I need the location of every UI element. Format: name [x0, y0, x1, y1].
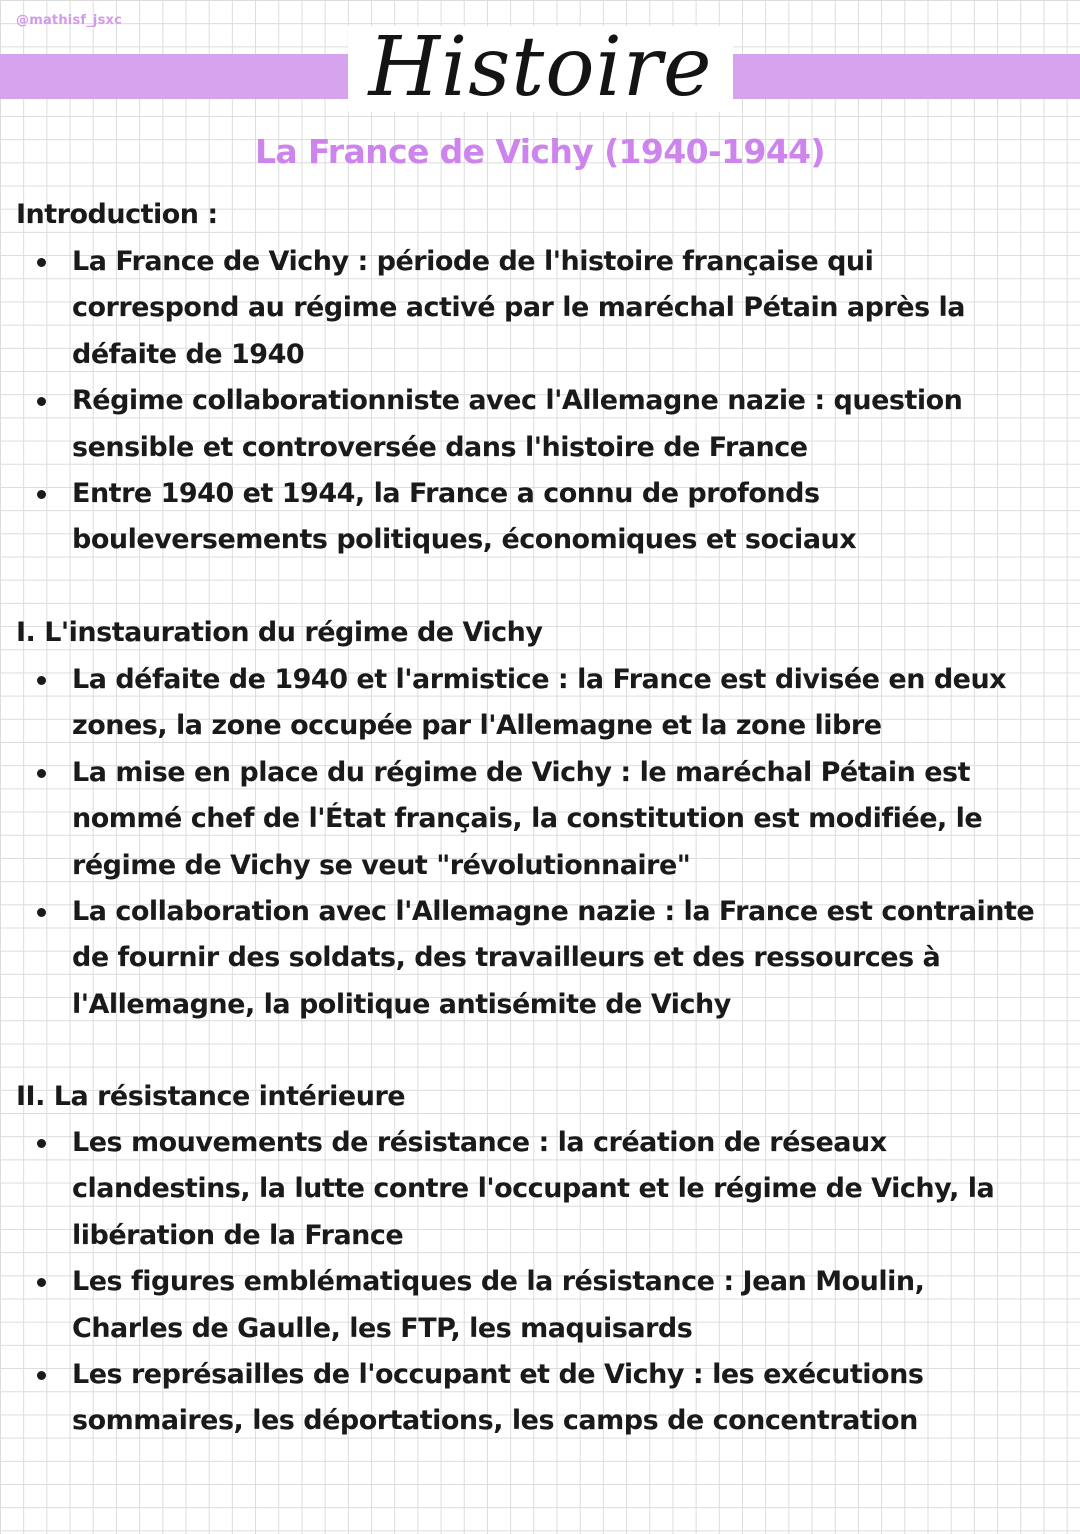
- bullet-icon: [37, 1371, 46, 1380]
- list-item: [0, 889, 1080, 1028]
- list-item-text: La France de Vichy : période de l'histoire française qui correspond au régime activé par le maréchal Pétain après la défaite de 1940: [72, 246, 966, 370]
- bullet-icon: [37, 397, 46, 406]
- list-item: [0, 1352, 1080, 1445]
- list-item-text: Les représailles de l'occupant et de Vichy : les exécutions sommaires, les déportations, les camps de concentration: [72, 1359, 924, 1437]
- list-item-text: La défaite de 1940 et l'armistice : la France est divisée en deux zones, la zone occupée par l'Allemagne et la zone libre: [72, 664, 1007, 742]
- list-item-text: Régime collaborationniste avec l'Allemagne nazie : question sensible et controversée dans l'histoire de France: [72, 385, 963, 463]
- bullet-icon: [37, 676, 46, 685]
- intro-heading: Introduction :: [16, 199, 218, 230]
- list-item-text: Les figures emblématiques de la résistance : Jean Moulin, Charles de Gaulle, les FTP, les maquisards: [72, 1266, 925, 1344]
- list-item: [0, 471, 1080, 564]
- title-band-left: [0, 54, 348, 99]
- list-item: [0, 378, 1080, 471]
- list-item: [0, 657, 1080, 750]
- list-item-text: La collaboration avec l'Allemagne nazie : la France est contrainte de fournir des soldats, des travailleurs et des ressources à l'Allemagne, la politique antisémite de Vichy: [72, 896, 1035, 1020]
- author-watermark: @mathisf_jsxc: [16, 13, 123, 28]
- list-item: [0, 1259, 1080, 1352]
- bullet-icon: [37, 1278, 46, 1287]
- list-item: [0, 1120, 1080, 1259]
- page-subtitle: La France de Vichy (1940-1944): [254, 132, 826, 171]
- bullet-icon: [37, 258, 46, 267]
- intro-list: [0, 239, 1080, 564]
- list-item: [0, 750, 1080, 889]
- section1-heading: I. L'instauration du régime de Vichy: [16, 617, 543, 648]
- title-band-right: [733, 54, 1080, 99]
- bullet-icon: [37, 908, 46, 917]
- list-item: [0, 239, 1080, 378]
- bullet-icon: [37, 1139, 46, 1148]
- bullet-icon: [37, 769, 46, 778]
- bullet-icon: [37, 490, 46, 499]
- section2-heading: II. La résistance intérieure: [16, 1081, 406, 1112]
- section1-list: [0, 657, 1080, 1028]
- list-item-text: Entre 1940 et 1944, la France a connu de profonds bouleversements politiques, économiques et sociaux: [72, 478, 857, 556]
- page-title: Histoire: [368, 20, 713, 115]
- list-item-text: Les mouvements de résistance : la création de réseaux clandestins, la lutte contre l'occupant et le régime de Vichy, la libération de la France: [72, 1127, 995, 1251]
- section2-list: [0, 1120, 1080, 1445]
- list-item-text: La mise en place du régime de Vichy : le maréchal Pétain est nommé chef de l'État français, la constitution est modifiée, le régime de Vichy se veut "révolutionnaire": [72, 756, 983, 881]
